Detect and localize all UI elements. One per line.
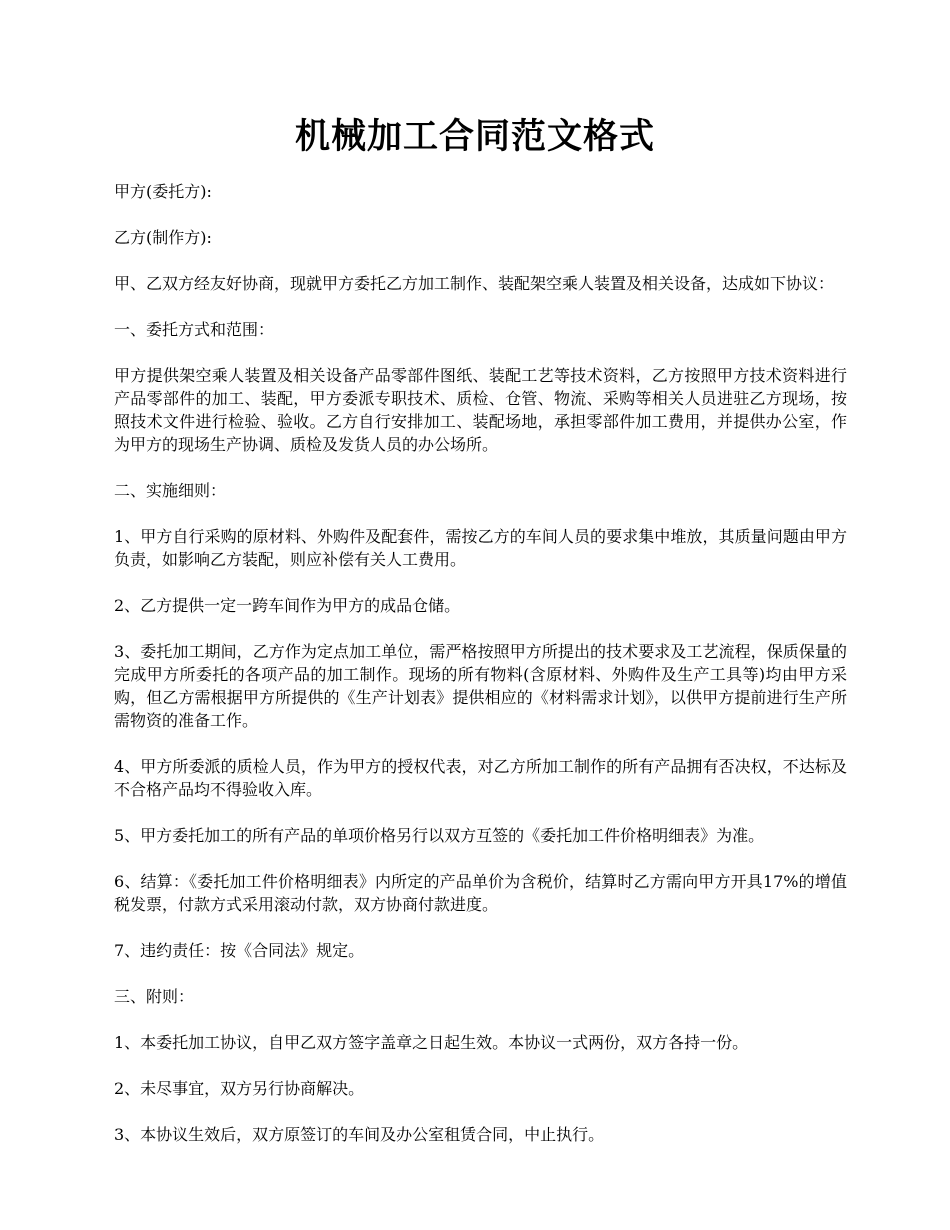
party-b-line: 乙方(制作方): <box>114 228 212 247</box>
clause-2-2: 2、乙方提供一定一跨车间作为甲方的成品仓储。 <box>114 596 461 615</box>
clause-2-1: 1、甲方自行采购的原材料、外购件及配套件，需按乙方的车间人员的要求集中堆放，其质量问题由甲方负责，如影响乙方装配，则应补偿有关人工费用。 <box>114 527 847 569</box>
clause-2-6: 6、结算：《委托加工件价格明细表》内所定的产品单价为含税价，结算时乙方需向甲方开具17%的增值税发票，付款方式采用滚动付款，双方协商付款进度。 <box>114 872 847 914</box>
section-heading-2: 二、实施细则： <box>114 481 227 500</box>
document-title: 机械加工合同范文格式 <box>294 116 655 157</box>
party-a-line: 甲方(委托方): <box>114 182 212 201</box>
clause-3-2: 2、未尽事宜，双方另行协商解决。 <box>114 1079 365 1098</box>
clause-2-4: 4、甲方所委派的质检人员，作为甲方的授权代表，对乙方所加工制作的所有产品拥有否决权，不达标及不合格产品均不得验收入库。 <box>114 757 847 799</box>
section-heading-3: 三、附则： <box>114 987 195 1006</box>
intro-paragraph: 甲、乙双方经友好协商，现就甲方委托乙方加工制作、装配架空乘人装置及相关设备，达成如下协议： <box>114 274 835 293</box>
section-heading-1: 一、委托方式和范围： <box>114 320 275 339</box>
clause-2-7: 7、违约责任：按《合同法》规定。 <box>114 941 365 960</box>
clause-2-5: 5、甲方委托加工的所有产品的单项价格另行以双方互签的《委托加工件价格明细表》为准。 <box>114 826 765 845</box>
clause-3-1: 1、本委托加工协议，自甲乙双方签字盖章之日起生效。本协议一式两份，双方各持一份。 <box>114 1033 749 1052</box>
section-1-paragraph: 甲方提供架空乘人装置及相关设备产品零部件图纸、装配工艺等技术资料，乙方按照甲方技术资料进行产品零部件的加工、装配，甲方委派专职技术、质检、仓管、物流、采购等相关人员进驻乙方现场，按照技术文件进行检验、验收。乙方自行安排加工、装配场地，承担零部件加工费用，并提供办公室，作为甲方的现场生产协调、质检及发货人员的办公场所。 <box>114 366 847 454</box>
clause-3-3: 3、本协议生效后，双方原签订的车间及办公室租赁合同，中止执行。 <box>114 1125 605 1144</box>
document-body <box>114 180 847 1169</box>
clause-2-3: 3、委托加工期间，乙方作为定点加工单位，需严格按照甲方所提出的技术要求及工艺流程，保质保量的完成甲方所委托的各项产品的加工制作。现场的所有物料(含原材料、外购件及生产工具等)均由甲方采购，但乙方需根据甲方所提供的《生产计划表》提供相应的《材料需求计划》，以供甲方提前进行生产所需物资的准备工作。 <box>114 642 847 730</box>
